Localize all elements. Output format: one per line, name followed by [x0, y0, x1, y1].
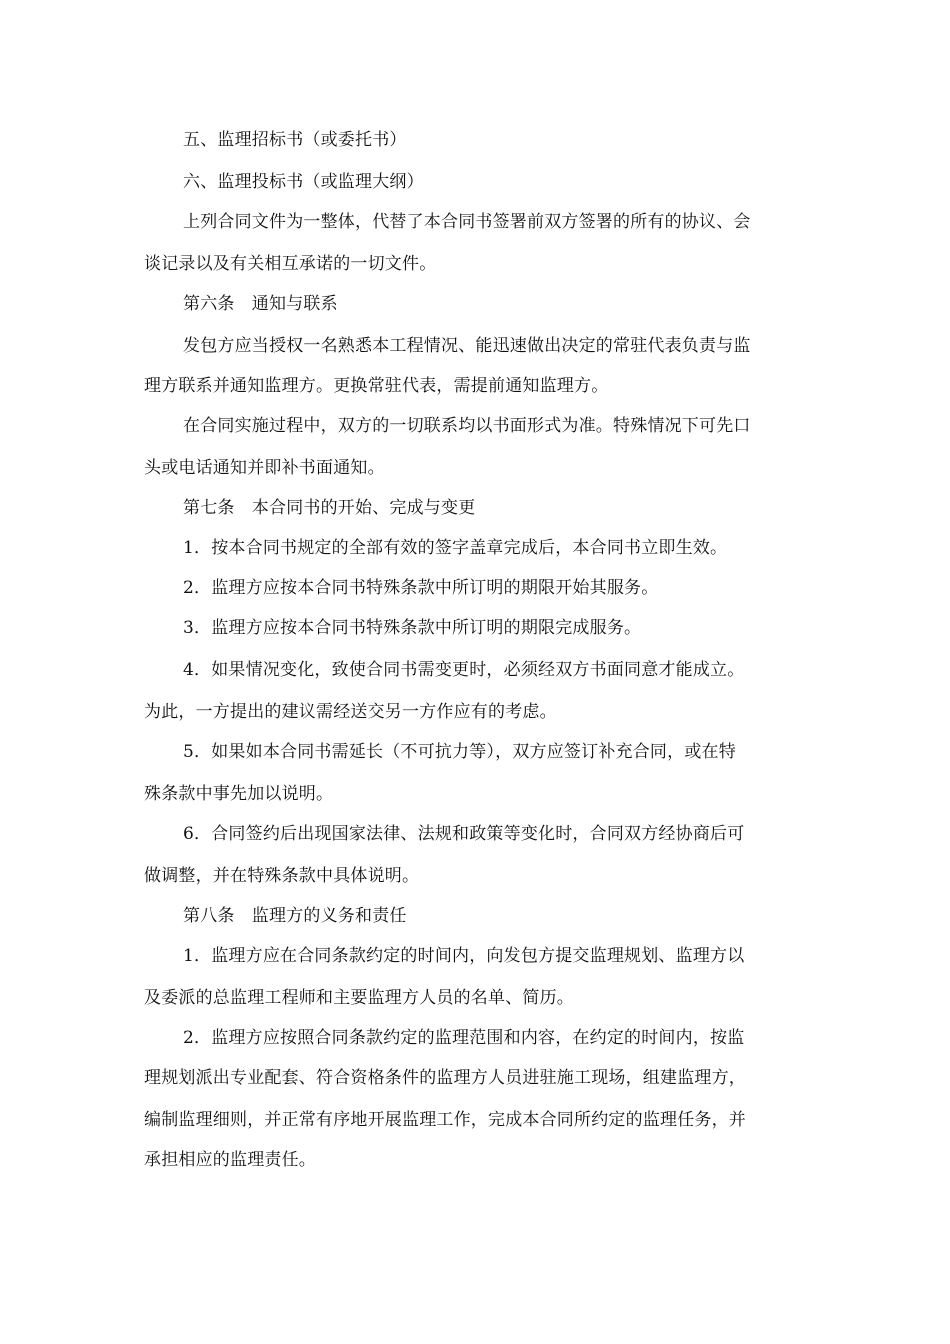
paragraph-line: 在合同实施过程中，双方的一切联系均以书面形式为准。特殊情况下可先口: [183, 416, 751, 436]
list-item: 1．监理方应在合同条款约定的时间内，向发包方提交监理规划、监理方以: [183, 946, 745, 966]
paragraph-line: 上列合同文件为一整体，代替了本合同书签署前双方签署的所有的协议、会: [183, 212, 751, 232]
paragraph-line: 谈记录以及有关相互承诺的一切文件。: [144, 254, 437, 274]
paragraph-line: 为此，一方提出的建议需经送交另一方作应有的考虑。: [144, 702, 557, 722]
list-item-six: 六、监理投标书（或监理大纲）: [183, 172, 424, 192]
paragraph-line: 发包方应当授权一名熟悉本工程情况、能迅速做出决定的常驻代表负责与监: [183, 336, 751, 356]
paragraph-line: 头或电话通知并即补书面通知。: [144, 458, 385, 478]
section-heading-article-7: 第七条 本合同书的开始、完成与变更: [183, 498, 476, 518]
list-item: 4．如果情况变化，致使合同书需变更时，必须经双方书面同意才能成立。: [183, 660, 745, 680]
list-item: 6．合同签约后出现国家法律、法规和政策等变化时，合同双方经协商后可: [183, 824, 745, 844]
paragraph-line: 编制监理细则，并正常有序地开展监理工作，完成本合同所约定的监理任务，并: [144, 1110, 746, 1130]
list-item: 2．监理方应按本合同书特殊条款中所订明的期限开始其服务。: [183, 578, 659, 598]
list-item-five: 五、监理招标书（或委托书）: [183, 130, 407, 150]
paragraph-line: 理方联系并通知监理方。更换常驻代表，需提前通知监理方。: [144, 376, 609, 396]
paragraph-line: 及委派的总监理工程师和主要监理方人员的名单、简历。: [144, 988, 574, 1008]
list-item: 2．监理方应按照合同条款约定的监理范围和内容，在约定的时间内，按监: [183, 1028, 745, 1048]
paragraph-line: 做调整，并在特殊条款中具体说明。: [144, 866, 420, 886]
paragraph-line: 承担相应的监理责任。: [144, 1150, 316, 1170]
list-item: 5．如果如本合同书需延长（不可抗力等），双方应签订补充合同，或在特: [183, 742, 736, 762]
section-heading-article-8: 第八条 监理方的义务和责任: [183, 906, 407, 926]
paragraph-line: 理规划派出专业配套、符合资格条件的监理方人员进驻施工现场，组建监理方，: [144, 1068, 746, 1088]
list-item: 3．监理方应按本合同书特殊条款中所订明的期限完成服务。: [183, 618, 642, 638]
list-item: 1．按本合同书规定的全部有效的签字盖章完成后，本合同书立即生效。: [183, 538, 728, 558]
paragraph-line: 殊条款中事先加以说明。: [144, 784, 334, 804]
section-heading-article-6: 第六条 通知与联系: [183, 294, 338, 314]
